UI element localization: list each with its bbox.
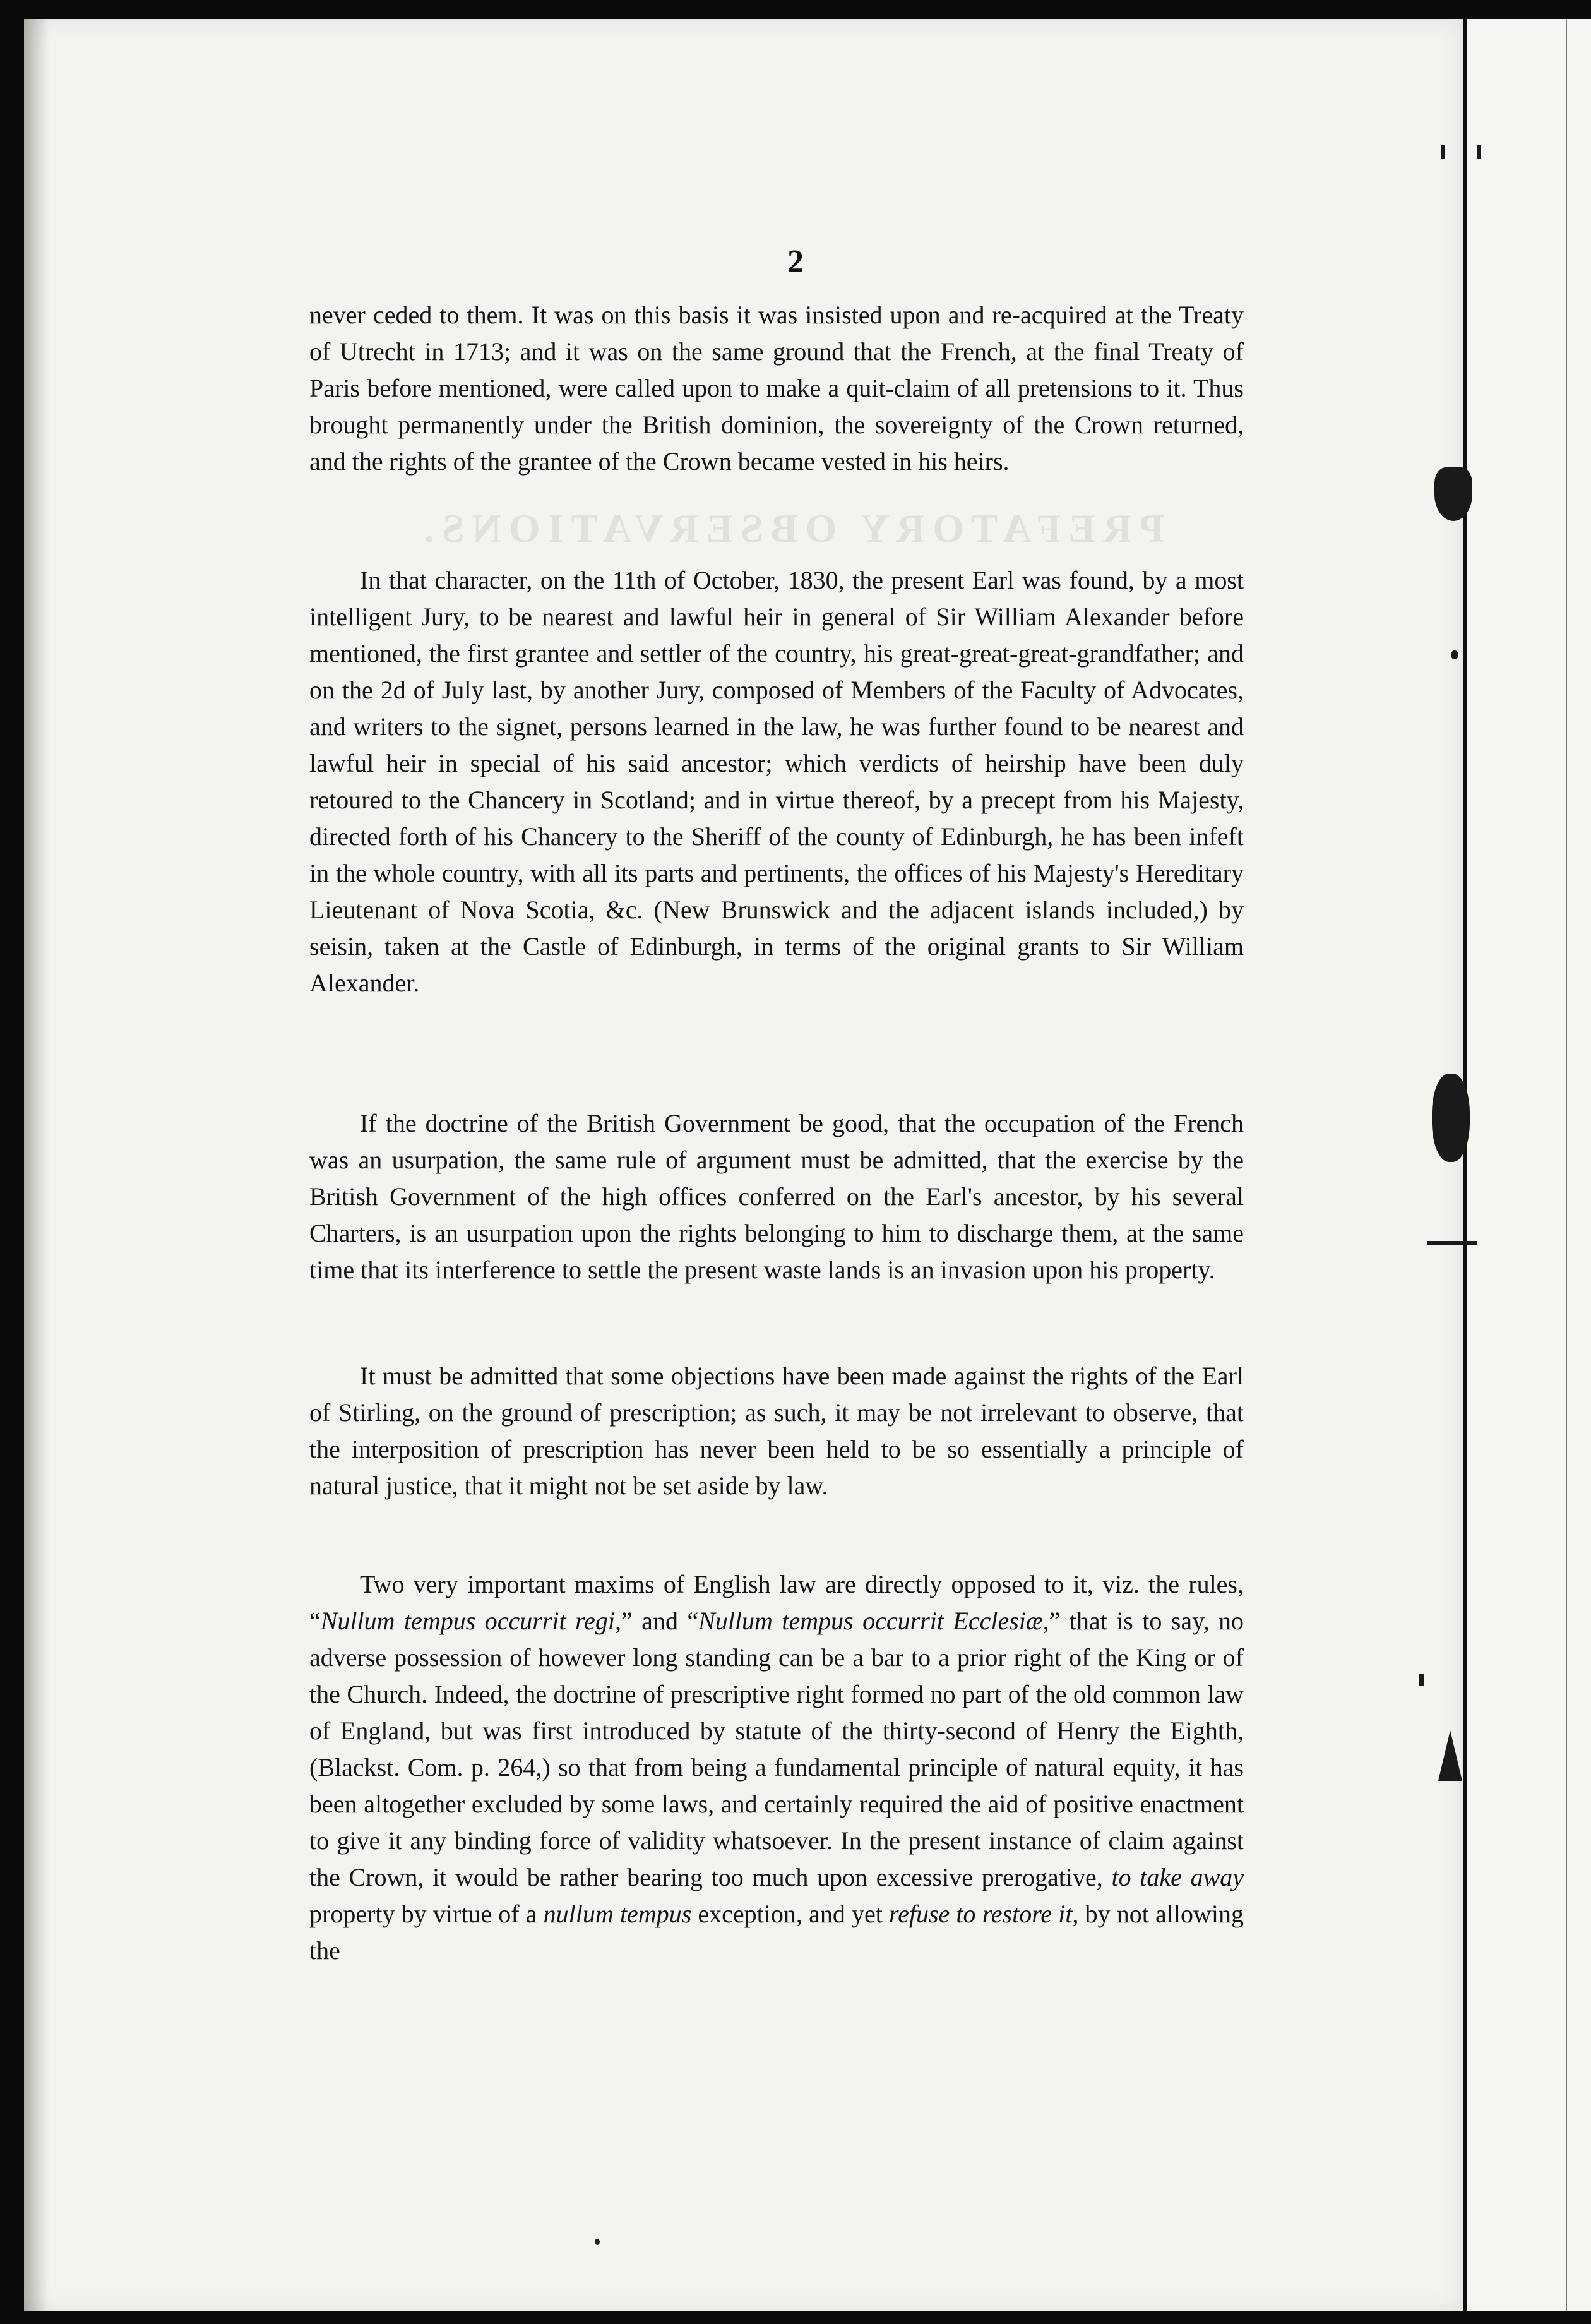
- margin-mark: [1419, 1674, 1424, 1686]
- fold-line: [1566, 19, 1567, 2311]
- page-edge-line: [1463, 19, 1467, 2311]
- page-number: 2: [787, 244, 804, 280]
- margin-mark: [1427, 1241, 1477, 1245]
- text-run: ” and “: [621, 1607, 699, 1635]
- paragraph-text: [309, 1566, 1244, 1969]
- margin-mark: [1477, 145, 1481, 159]
- ink-dot: [595, 2239, 600, 2245]
- paragraph-text: never ceded to them. It was on this basis it was insisted upon and re-acquired at the Treaty of Utrecht in 1713; and it was on the same ground that the French, at the final Treaty of Paris before mentioned, were called upon to make a quit-claim of all pretensions to it. Thus brought permanently under the British dominion, the sovereignty of the Crown returned, and the rights of the grantee of the Crown became vested in his heirs.: [309, 301, 1244, 476]
- bleed-through-heading: PREFATORY OBSERVATIONS.: [417, 506, 1165, 551]
- paragraph-4: [309, 1358, 1244, 1504]
- paragraph-text: It must be admitted that some objections have been made against the rights of the Earl of Stirling, on the ground of prescription; as such, it may be not irrelevant to observe, that the interposition of prescription has never been held to be so essentially a principle of natural justice, that it might not be set aside by law.: [309, 1362, 1244, 1500]
- italic-phrase: nullum tempus: [543, 1900, 692, 1928]
- text-run: exception, and yet: [691, 1900, 889, 1928]
- italic-maxim-regi: Nullum tempus occurrit regi,: [320, 1607, 621, 1635]
- paragraph-text: If the doctrine of the British Government be good, that the occupation of the French was an usurpation, the same rule of argument must be admitted, that the exercise by the British Government of the high offices conferred on the Earl's ancestor, by his several Charters, is an usurpation upon the rights belonging to him to discharge them, at the same time that its interference to settle the present waste lands is an invasion upon his property.: [309, 1109, 1244, 1284]
- italic-phrase: refuse to restore it,: [889, 1900, 1079, 1928]
- paragraph-1: [309, 297, 1244, 480]
- margin-mark: [1451, 650, 1458, 659]
- paragraph-text: In that character, on the 11th of October, 1830, the present Earl was found, by a most intelligent Jury, to be nearest and lawful heir in general of Sir William Alexander before mentioned, the first grantee and settler of the country, his great-great-great-grandfather; and on the 2d of July last, by another Jury, composed of Members of the Faculty of Advocates, and writers to the signet, persons learned in the law, he was further found to be nearest and lawful heir in special of his said ancestor; which verdicts of heirship have been duly retoured to the Chancery in Scotland; and in virtue thereof, by a precept from his Majesty, directed forth of his Chancery to the Sheriff of the county of Edinburgh, he has been infeft in the whole country, with all its parts and pertinents, the offices of his Majesty's Hereditary Lieutenant of Nova Scotia, &c. (New Brunswick and the adjacent islands included,) by seisin, taken at the Castle of Edinburgh, in terms of the original grants to Sir William Alexander.: [309, 566, 1244, 997]
- adjacent-page-strip: [1463, 19, 1591, 2311]
- text-run: Two very important maxims of English law are directly opposed to it, viz. the rules, “: [309, 1570, 1244, 1635]
- margin-mark: [1434, 467, 1472, 521]
- paragraph-3: [309, 1105, 1244, 1288]
- paragraph-2: [309, 562, 1244, 1002]
- margin-mark: [1441, 145, 1445, 159]
- text-run: by not allowing the: [309, 1900, 1244, 1965]
- text-run: property by virtue of a: [309, 1900, 544, 1928]
- text-run: ” that is to say, no adverse possession of however long standing can be a bar to a prior right of the King or of the Church. Indeed, the doctrine of prescriptive right formed no part of the old common law of England, but was first introduced by statute of the thirty-second of Henry the Eighth, (Blackst. Com. p. 264,) so that from being a fundamental principle of natural equity, it has been altogether excluded by some laws, and certainly required the aid of positive enactment to give it any binding force of validity whatsoever. In the present instance of claim against the Crown, it would be rather bearing too much upon excessive prerogative,: [309, 1607, 1244, 1891]
- margin-mark: [1432, 1074, 1470, 1162]
- paragraph-5: [309, 1566, 1244, 1969]
- italic-phrase: to take away: [1111, 1863, 1244, 1891]
- italic-maxim-ecclesiae: Nullum tempus occurrit Ecclesiæ,: [698, 1607, 1049, 1635]
- page-edge-shadow: [24, 19, 49, 2311]
